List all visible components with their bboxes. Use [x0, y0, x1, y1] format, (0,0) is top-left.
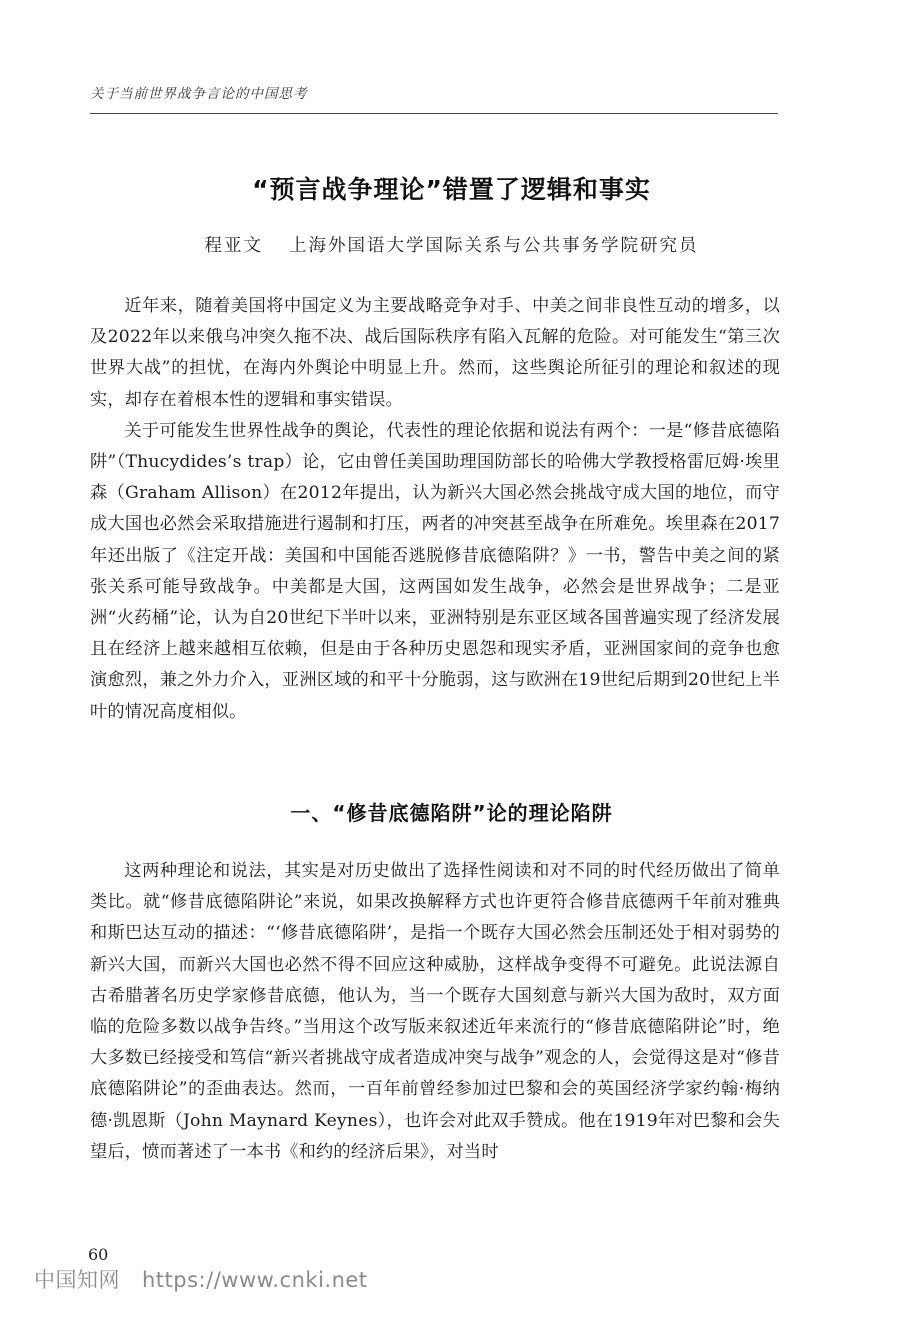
intro-body — [90, 291, 780, 728]
byline — [0, 232, 903, 257]
author-affiliation: 上海外国语大学国际关系与公共事务学院研究员 — [289, 236, 699, 256]
cnki-watermark — [34, 1264, 368, 1294]
paragraph: 近年来，随着美国将中国定义为主要战略竞争对手、中美之间非良性互动的增多，以及2022年以来俄乌冲突久拖不决、战后国际秩序有陷入瓦解的危险。对可能发生“第三次世界大战”的担忧，在海内外舆论中明显上升。然而，这些舆论所征引的理论和叙述的现实，却存在着根本性的逻辑和事实错误。 — [90, 296, 780, 410]
article-title: “预言战争理论”错置了逻辑和事实 — [252, 175, 651, 204]
watermark-url: https://www.cnki.net — [142, 1268, 368, 1292]
header-rule — [90, 113, 778, 114]
watermark-logo: 中国知网 — [34, 1268, 120, 1292]
paragraph: 这两种理论和说法，其实是对历史做出了选择性阅读和对不同的时代经历做出了简单类比。就“修昔底德陷阱论”来说，如果改换解释方式也许更符合修昔底德两千年前对雅典和斯巴达互动的描述：“‘修昔底德陷阱’，是指一个既存大国必然会压制还处于相对弱势的新兴大国，而新兴大国也必然不得不回应这种威胁，这样战争变得不可避免。此说法源自古希腊著名历史学家修昔底德，他认为，当一个既存大国刻意与新兴大国为敌时，双方面临的危险多数以战争告终。”当用这个改写版来叙述近年来流行的“修昔底德陷阱论”时，绝大多数已经接受和笃信“新兴者挑战守成者造成冲突与战争”观念的人，会觉得这是对“修昔底德陷阱论”的歪曲表达。然而，一百年前曾经参加过巴黎和会的英国经济学家约翰·梅纳德·凯恩斯（John Maynard Keynes），也许会对此双手赞成。他在1919年对巴黎和会失望后，愤而著述了一本书《和约的经济后果》，对当时 — [90, 861, 780, 1162]
section-1-body — [90, 856, 780, 1168]
section-heading: 一、“修昔底德陷阱”论的理论陷阱 — [290, 801, 613, 825]
author-name: 程亚文 — [204, 236, 263, 256]
page-number: 60 — [88, 1245, 109, 1264]
running-header: 关于当前世界战争言论的中国思考 — [90, 86, 308, 102]
paragraph: 关于可能发生世界性战争的舆论，代表性的理论依据和说法有两个：一是“修昔底德陷阱”（Thucydides’s trap）论，它由曾任美国助理国防部长的哈佛大学教授格雷厄姆·埃里森（Graham Allison）在2012年提出，认为新兴大国必然会挑战守成大国的地位，而守成大国也必然会采取措施进行遏制和打压，两者的冲突甚至战争在所难免。埃里森在2017年还出版了《注定开战：美国和中国能否逃脱修昔底德陷阱？》一书，警告中美之间的紧张关系可能导致战争。中美都是大国，这两国如发生战争，必然会是世界战争；二是亚洲“火药桶”论，认为自20世纪下半叶以来，亚洲特别是东亚区域各国普遍实现了经济发展且在经济上越来越相互依赖，但是由于各种历史恩怨和现实矛盾，亚洲国家间的竞争也愈演愈烈，兼之外力介入，亚洲区域的和平十分脆弱，这与欧洲在19世纪后期到20世纪上半叶的情况高度相似。 — [90, 420, 780, 722]
